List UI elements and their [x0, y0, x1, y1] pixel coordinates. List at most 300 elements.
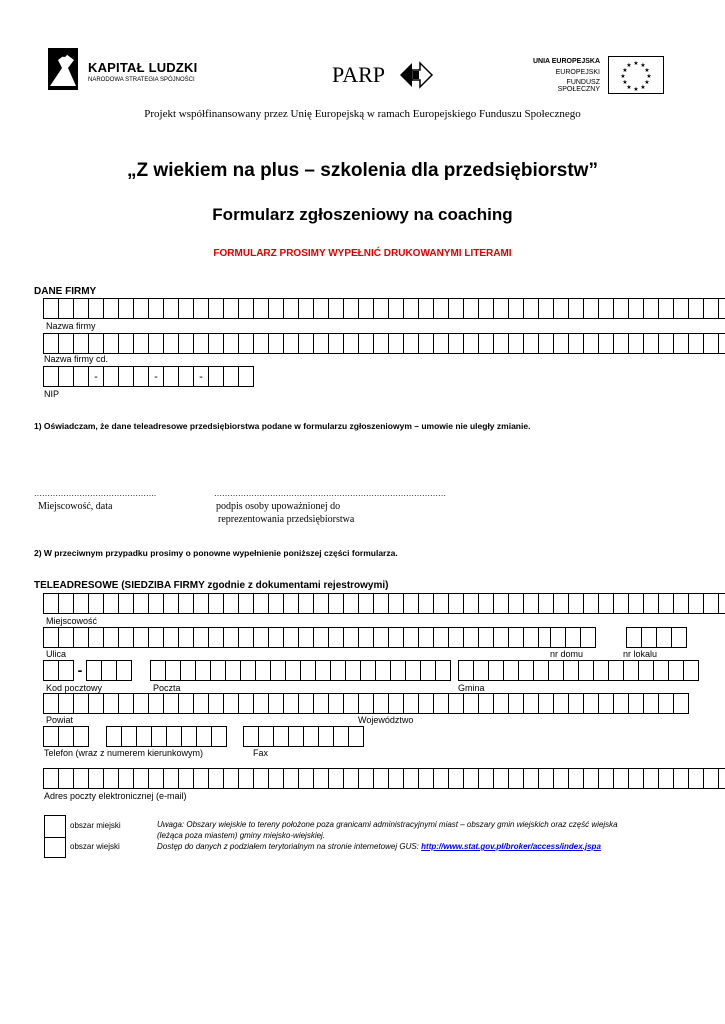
char-box[interactable]	[626, 627, 642, 648]
char-box[interactable]	[133, 693, 149, 714]
char-box[interactable]	[118, 593, 134, 614]
char-box[interactable]	[163, 333, 179, 354]
char-box[interactable]	[508, 627, 524, 648]
char-box[interactable]	[73, 366, 89, 387]
char-box[interactable]	[73, 298, 89, 319]
char-box[interactable]	[313, 693, 329, 714]
char-box[interactable]	[388, 768, 404, 789]
char-box[interactable]	[148, 768, 164, 789]
char-box[interactable]	[193, 627, 209, 648]
char-box[interactable]	[148, 298, 164, 319]
char-box[interactable]	[238, 768, 254, 789]
char-box[interactable]	[463, 627, 479, 648]
char-box[interactable]	[488, 660, 504, 681]
char-box[interactable]	[403, 298, 419, 319]
house-no-boxes[interactable]	[550, 627, 595, 648]
char-box[interactable]	[673, 768, 689, 789]
char-box[interactable]	[288, 726, 304, 747]
char-box[interactable]	[671, 627, 687, 648]
char-box[interactable]	[343, 693, 359, 714]
char-box[interactable]	[133, 627, 149, 648]
char-box[interactable]	[538, 693, 554, 714]
fax-boxes[interactable]	[243, 726, 363, 747]
char-box[interactable]	[463, 333, 479, 354]
char-box[interactable]	[121, 726, 137, 747]
char-box[interactable]	[328, 768, 344, 789]
char-box[interactable]	[673, 333, 689, 354]
char-box[interactable]	[208, 298, 224, 319]
char-box[interactable]	[208, 366, 224, 387]
char-box[interactable]	[223, 693, 239, 714]
char-box[interactable]	[268, 333, 284, 354]
char-box[interactable]	[568, 333, 584, 354]
char-box[interactable]	[268, 627, 284, 648]
char-box[interactable]	[298, 693, 314, 714]
char-box[interactable]	[118, 768, 134, 789]
char-box[interactable]	[193, 298, 209, 319]
urban-checkbox[interactable]	[44, 815, 66, 838]
char-box[interactable]	[583, 333, 599, 354]
char-box[interactable]	[553, 333, 569, 354]
char-box[interactable]	[73, 627, 89, 648]
char-box[interactable]	[163, 366, 179, 387]
char-box[interactable]	[223, 627, 239, 648]
char-box[interactable]	[598, 333, 614, 354]
char-box[interactable]	[548, 660, 564, 681]
char-box[interactable]	[688, 593, 704, 614]
char-box[interactable]	[518, 660, 534, 681]
char-box[interactable]	[268, 593, 284, 614]
char-box[interactable]	[208, 768, 224, 789]
char-box[interactable]	[150, 660, 166, 681]
char-box[interactable]	[328, 693, 344, 714]
char-box[interactable]	[178, 693, 194, 714]
char-box[interactable]	[343, 298, 359, 319]
char-box[interactable]	[418, 627, 434, 648]
char-box[interactable]	[343, 768, 359, 789]
char-box[interactable]	[313, 627, 329, 648]
char-box[interactable]	[253, 768, 269, 789]
char-box[interactable]	[180, 660, 196, 681]
char-box[interactable]	[58, 768, 74, 789]
char-box[interactable]	[673, 593, 689, 614]
char-box[interactable]	[523, 333, 539, 354]
char-box[interactable]	[388, 693, 404, 714]
char-box[interactable]	[165, 660, 181, 681]
flat-no-boxes[interactable]	[626, 627, 686, 648]
char-box[interactable]	[463, 298, 479, 319]
char-box[interactable]	[343, 593, 359, 614]
char-box[interactable]	[433, 593, 449, 614]
char-box[interactable]	[298, 298, 314, 319]
char-box[interactable]	[373, 298, 389, 319]
char-box[interactable]	[223, 298, 239, 319]
char-box[interactable]	[583, 298, 599, 319]
char-box[interactable]	[435, 660, 451, 681]
char-box[interactable]	[43, 593, 59, 614]
char-box[interactable]	[315, 660, 331, 681]
char-box[interactable]	[568, 768, 584, 789]
char-box[interactable]	[390, 660, 406, 681]
char-box[interactable]	[73, 768, 89, 789]
char-box[interactable]	[223, 768, 239, 789]
char-box[interactable]	[328, 593, 344, 614]
char-box[interactable]	[178, 333, 194, 354]
char-box[interactable]	[118, 298, 134, 319]
char-box[interactable]	[151, 726, 167, 747]
char-box[interactable]	[418, 298, 434, 319]
char-box[interactable]	[563, 660, 579, 681]
char-box[interactable]	[43, 726, 59, 747]
char-box[interactable]	[553, 593, 569, 614]
char-box[interactable]	[253, 693, 269, 714]
char-box[interactable]	[163, 627, 179, 648]
char-box[interactable]	[43, 660, 59, 681]
char-box[interactable]	[243, 726, 259, 747]
char-box[interactable]	[553, 768, 569, 789]
char-box[interactable]	[613, 298, 629, 319]
char-box[interactable]	[313, 298, 329, 319]
char-box[interactable]	[718, 768, 725, 789]
char-box[interactable]	[253, 627, 269, 648]
char-box[interactable]	[253, 298, 269, 319]
char-box[interactable]	[608, 660, 624, 681]
char-box[interactable]	[598, 693, 614, 714]
char-box[interactable]	[330, 660, 346, 681]
char-box[interactable]	[166, 726, 182, 747]
char-box[interactable]	[493, 693, 509, 714]
char-box[interactable]	[240, 660, 256, 681]
char-box[interactable]	[718, 298, 725, 319]
char-box[interactable]	[283, 627, 299, 648]
city-boxes[interactable]	[43, 593, 725, 614]
rural-checkbox[interactable]	[44, 836, 66, 858]
char-box[interactable]	[303, 726, 319, 747]
char-box[interactable]	[328, 627, 344, 648]
char-box[interactable]	[508, 298, 524, 319]
char-box[interactable]	[538, 768, 554, 789]
char-box[interactable]	[58, 693, 74, 714]
char-box[interactable]	[673, 693, 689, 714]
char-box[interactable]	[178, 366, 194, 387]
char-box[interactable]	[658, 333, 674, 354]
char-box[interactable]	[373, 693, 389, 714]
char-box[interactable]	[253, 593, 269, 614]
char-box[interactable]	[58, 593, 74, 614]
char-box[interactable]	[58, 660, 74, 681]
char-box[interactable]	[210, 660, 226, 681]
char-box[interactable]	[163, 593, 179, 614]
char-box[interactable]	[668, 660, 684, 681]
char-box[interactable]	[538, 593, 554, 614]
char-box[interactable]	[313, 333, 329, 354]
char-box[interactable]	[73, 726, 89, 747]
char-box[interactable]	[553, 298, 569, 319]
char-box[interactable]	[533, 660, 549, 681]
char-box[interactable]	[193, 333, 209, 354]
char-box[interactable]	[211, 726, 227, 747]
char-box[interactable]	[658, 298, 674, 319]
char-box[interactable]	[253, 333, 269, 354]
char-box[interactable]	[333, 726, 349, 747]
char-box[interactable]	[163, 693, 179, 714]
char-box[interactable]	[565, 627, 581, 648]
char-box[interactable]	[658, 693, 674, 714]
char-box[interactable]	[538, 298, 554, 319]
voivodeship-boxes[interactable]	[358, 693, 688, 714]
char-box[interactable]	[298, 593, 314, 614]
char-box[interactable]	[478, 333, 494, 354]
char-box[interactable]	[523, 693, 539, 714]
char-box[interactable]	[463, 593, 479, 614]
char-box[interactable]	[283, 298, 299, 319]
char-box[interactable]	[688, 298, 704, 319]
char-box[interactable]	[388, 333, 404, 354]
char-box[interactable]	[298, 768, 314, 789]
char-box[interactable]	[133, 366, 149, 387]
char-box[interactable]	[88, 593, 104, 614]
street-boxes[interactable]	[43, 627, 553, 648]
char-box[interactable]	[643, 298, 659, 319]
char-box[interactable]	[448, 593, 464, 614]
char-box[interactable]	[103, 366, 119, 387]
char-box[interactable]	[643, 593, 659, 614]
char-box[interactable]	[718, 593, 725, 614]
char-box[interactable]	[178, 768, 194, 789]
char-box[interactable]	[580, 627, 596, 648]
char-box[interactable]	[133, 333, 149, 354]
commune-boxes[interactable]	[458, 660, 698, 681]
char-box[interactable]	[493, 627, 509, 648]
char-box[interactable]	[118, 627, 134, 648]
char-box[interactable]	[463, 768, 479, 789]
char-box[interactable]	[195, 660, 211, 681]
char-box[interactable]	[418, 593, 434, 614]
char-box[interactable]	[178, 627, 194, 648]
char-box[interactable]	[598, 768, 614, 789]
char-box[interactable]	[643, 333, 659, 354]
char-box[interactable]	[613, 333, 629, 354]
char-box[interactable]	[58, 726, 74, 747]
char-box[interactable]	[388, 593, 404, 614]
char-box[interactable]	[88, 298, 104, 319]
char-box[interactable]	[133, 768, 149, 789]
char-box[interactable]	[688, 333, 704, 354]
char-box[interactable]	[208, 333, 224, 354]
char-box[interactable]	[358, 298, 374, 319]
char-box[interactable]	[273, 726, 289, 747]
char-box[interactable]	[238, 693, 254, 714]
char-box[interactable]	[375, 660, 391, 681]
char-box[interactable]	[433, 768, 449, 789]
char-box[interactable]	[703, 333, 719, 354]
char-box[interactable]	[418, 693, 434, 714]
char-box[interactable]	[448, 627, 464, 648]
char-box[interactable]	[358, 627, 374, 648]
char-box[interactable]	[86, 660, 102, 681]
char-box[interactable]	[43, 627, 59, 648]
char-box[interactable]	[88, 333, 104, 354]
char-box[interactable]	[208, 693, 224, 714]
char-box[interactable]	[43, 768, 59, 789]
char-box[interactable]	[473, 660, 489, 681]
char-box[interactable]	[433, 333, 449, 354]
char-box[interactable]	[148, 593, 164, 614]
char-box[interactable]	[458, 660, 474, 681]
char-box[interactable]	[641, 627, 657, 648]
char-box[interactable]	[193, 693, 209, 714]
char-box[interactable]	[133, 298, 149, 319]
char-box[interactable]	[478, 627, 494, 648]
char-box[interactable]	[656, 627, 672, 648]
char-box[interactable]	[178, 593, 194, 614]
char-box[interactable]	[373, 768, 389, 789]
char-box[interactable]	[553, 693, 569, 714]
char-box[interactable]	[373, 593, 389, 614]
char-box[interactable]	[258, 726, 274, 747]
char-box[interactable]	[628, 298, 644, 319]
char-box[interactable]	[463, 693, 479, 714]
char-box[interactable]	[418, 768, 434, 789]
char-box[interactable]	[225, 660, 241, 681]
char-box[interactable]	[598, 298, 614, 319]
char-box[interactable]	[268, 693, 284, 714]
char-box[interactable]	[285, 660, 301, 681]
char-box[interactable]	[268, 768, 284, 789]
char-box[interactable]	[508, 593, 524, 614]
char-box[interactable]	[358, 333, 374, 354]
char-box[interactable]	[448, 298, 464, 319]
char-box[interactable]	[358, 693, 374, 714]
char-box[interactable]	[181, 726, 197, 747]
char-box[interactable]	[223, 593, 239, 614]
char-box[interactable]	[613, 768, 629, 789]
char-box[interactable]	[433, 627, 449, 648]
char-box[interactable]	[328, 298, 344, 319]
char-box[interactable]	[73, 333, 89, 354]
char-box[interactable]	[493, 593, 509, 614]
char-box[interactable]	[343, 333, 359, 354]
char-box[interactable]	[673, 298, 689, 319]
char-box[interactable]	[103, 298, 119, 319]
postal-code-boxes[interactable]	[43, 660, 131, 681]
char-box[interactable]	[343, 627, 359, 648]
char-box[interactable]	[88, 693, 104, 714]
char-box[interactable]	[298, 627, 314, 648]
char-box[interactable]	[298, 333, 314, 354]
char-box[interactable]	[43, 333, 59, 354]
char-box[interactable]	[508, 768, 524, 789]
char-box[interactable]	[653, 660, 669, 681]
char-box[interactable]	[638, 660, 654, 681]
char-box[interactable]	[628, 693, 644, 714]
char-box[interactable]	[255, 660, 271, 681]
char-box[interactable]	[208, 627, 224, 648]
char-box[interactable]	[88, 768, 104, 789]
char-box[interactable]	[658, 768, 674, 789]
char-box[interactable]	[688, 768, 704, 789]
char-box[interactable]	[550, 627, 566, 648]
char-box[interactable]	[593, 660, 609, 681]
char-box[interactable]	[358, 593, 374, 614]
char-box[interactable]	[223, 333, 239, 354]
char-box[interactable]	[345, 660, 361, 681]
char-box[interactable]	[163, 298, 179, 319]
char-box[interactable]	[478, 768, 494, 789]
char-box[interactable]	[43, 693, 59, 714]
char-box[interactable]	[193, 593, 209, 614]
char-box[interactable]	[313, 768, 329, 789]
char-box[interactable]	[478, 593, 494, 614]
char-box[interactable]	[58, 366, 74, 387]
char-box[interactable]	[403, 333, 419, 354]
char-box[interactable]	[628, 768, 644, 789]
char-box[interactable]	[583, 693, 599, 714]
char-box[interactable]	[388, 627, 404, 648]
char-box[interactable]	[238, 366, 254, 387]
char-box[interactable]	[136, 726, 152, 747]
char-box[interactable]	[238, 333, 254, 354]
char-box[interactable]	[658, 593, 674, 614]
char-box[interactable]	[448, 333, 464, 354]
char-box[interactable]	[118, 366, 134, 387]
char-box[interactable]	[238, 593, 254, 614]
char-box[interactable]	[403, 768, 419, 789]
char-box[interactable]	[683, 660, 699, 681]
char-box[interactable]	[448, 768, 464, 789]
char-box[interactable]	[598, 593, 614, 614]
char-box[interactable]	[148, 693, 164, 714]
char-box[interactable]	[58, 298, 74, 319]
char-box[interactable]	[208, 593, 224, 614]
char-box[interactable]	[101, 660, 117, 681]
char-box[interactable]	[106, 726, 122, 747]
phone-boxes-1[interactable]	[43, 726, 88, 747]
char-box[interactable]	[283, 333, 299, 354]
char-box[interactable]	[58, 333, 74, 354]
char-box[interactable]	[703, 298, 719, 319]
char-box[interactable]	[88, 627, 104, 648]
char-box[interactable]	[193, 768, 209, 789]
char-box[interactable]	[58, 627, 74, 648]
char-box[interactable]	[238, 627, 254, 648]
gus-link[interactable]: http://www.stat.gov.pl/broker/access/index.jspa	[421, 842, 601, 851]
email-boxes[interactable]	[43, 768, 725, 789]
char-box[interactable]	[493, 298, 509, 319]
char-box[interactable]	[163, 768, 179, 789]
char-box[interactable]	[583, 593, 599, 614]
char-box[interactable]	[373, 627, 389, 648]
phone-boxes-2[interactable]	[106, 726, 226, 747]
char-box[interactable]	[613, 693, 629, 714]
char-box[interactable]	[583, 768, 599, 789]
company-name-cont-boxes[interactable]	[43, 333, 725, 354]
char-box[interactable]	[503, 660, 519, 681]
char-box[interactable]	[568, 593, 584, 614]
char-box[interactable]	[508, 333, 524, 354]
char-box[interactable]	[433, 693, 449, 714]
char-box[interactable]	[403, 693, 419, 714]
char-box[interactable]	[703, 768, 719, 789]
char-box[interactable]	[568, 298, 584, 319]
char-box[interactable]	[328, 333, 344, 354]
char-box[interactable]	[568, 693, 584, 714]
char-box[interactable]	[283, 693, 299, 714]
char-box[interactable]	[103, 693, 119, 714]
char-box[interactable]	[523, 593, 539, 614]
char-box[interactable]	[73, 593, 89, 614]
char-box[interactable]	[178, 298, 194, 319]
